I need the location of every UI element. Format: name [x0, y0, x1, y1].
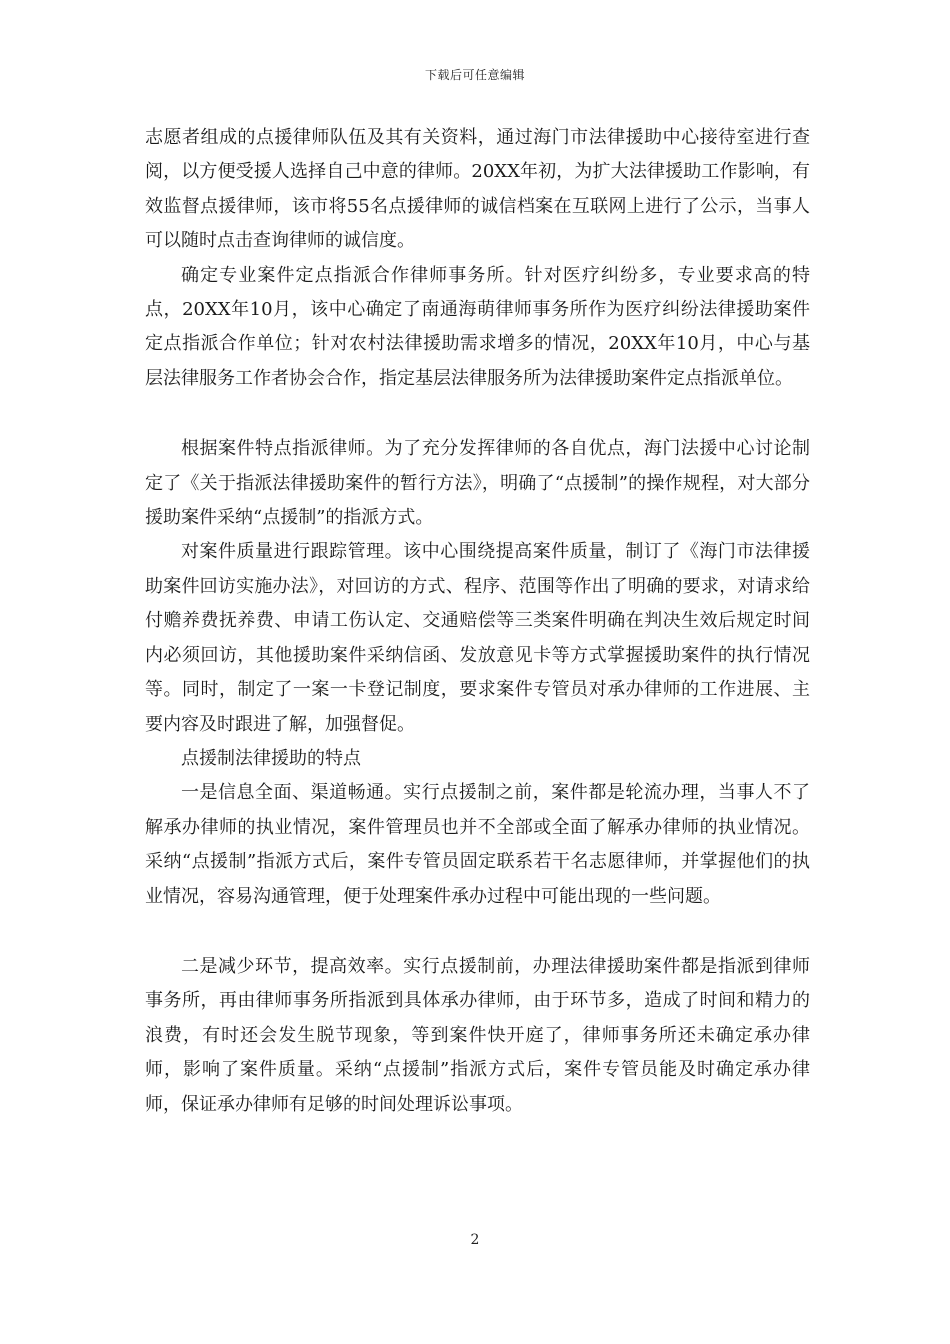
- paragraph-feature-one: 一是信息全面、渠道畅通。实行点援制之前，案件都是轮流办理，当事人不了解承办律师的执业情况，案件管理员也并不全部或全面了解承办律师的执业情况。采纳“点援制”指派方式后，案件专管员固定联系若干名志愿律师，并掌握他们的执业情况，容易沟通管理，便于处理案件承办过程中可能出现的一些问题。: [145, 782, 810, 907]
- document-body: [145, 121, 810, 1122]
- paragraph-designated-firms: 确定专业案件定点指派合作律师事务所。针对医疗纠纷多，专业要求高的特点，20XX年10月，该中心确定了南通海萌律师事务所作为医疗纠纷法律援助案件定点指派合作单位；针对农村法律援助需求增多的情况，20XX年10月，中心与基层法律服务工作者协会合作，指定基层法律服务所为法律援助案件定点指派单位。: [145, 264, 810, 389]
- paragraph-assign-by-case: 根据案件特点指派律师。为了充分发挥律师的各自优点，海门法援中心讨论制定了《关于指派法律援助案件的暂行方法》，明确了“点援制”的操作规程，对大部分援助案件采纳“点援制”的指派方式。: [145, 438, 810, 529]
- section-heading-features: 点援制法律援助的特点: [181, 747, 361, 769]
- paragraph-quality-tracking: 对案件质量进行跟踪管理。该中心围绕提高案件质量，制订了《海门市法律援助案件回访实施办法》，对回访的方式、程序、范围等作出了明确的要求，对请求给付赡养费抚养费、申请工伤认定、交通赔偿等三类案件明确在判决生效后规定时间内必须回访，其他援助案件采纳信函、发放意见卡等方式掌握援助案件的执行情况等。同时，制定了一案一卡登记制度，要求案件专管员对承办律师的工作进展、主要内容及时跟进了解，加强督促。: [145, 541, 810, 735]
- paragraph-volunteer-lawyers: 志愿者组成的点援律师队伍及其有关资料，通过海门市法律援助中心接待室进行查阅，以方便受援人选择自己中意的律师。20XX年初，为扩大法律援助工作影响，有效监督点援律师，该市将55名点援律师的诚信档案在互联网上进行了公示，当事人可以随时点击查询律师的诚信度。: [145, 127, 810, 252]
- page-number: 2: [470, 1232, 480, 1248]
- page-header: 下载后可任意编辑: [424, 68, 525, 82]
- paragraph-feature-two: 二是减少环节，提高效率。实行点援制前，办理法律援助案件都是指派到律师事务所，再由律师事务所指派到具体承办律师，由于环节多，造成了时间和精力的浪费，有时还会发生脱节现象，等到案件快开庭了，律师事务所还未确定承办律师，影响了案件质量。采纳“点援制”指派方式后，案件专管员能及时确定承办律师，保证承办律师有足够的时间处理诉讼事项。: [145, 955, 810, 1115]
